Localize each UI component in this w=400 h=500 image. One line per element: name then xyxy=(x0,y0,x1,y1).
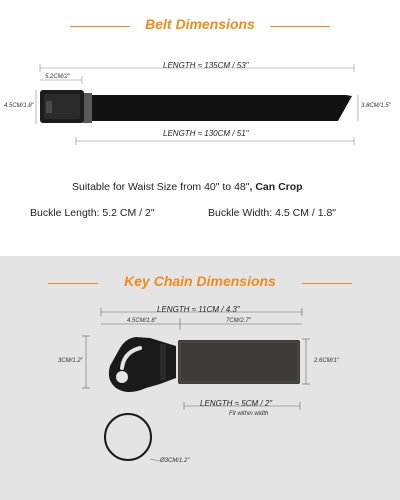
ring-diameter-leader xyxy=(150,459,160,461)
snap-hook-bar xyxy=(160,344,166,380)
keychain-title: Key Chain Dimensions xyxy=(124,273,276,289)
belt-length-strap: LENGTH ≈ 130CM / 51" xyxy=(163,129,249,138)
keychain-height-right: 2.6CM/1" xyxy=(314,358,339,364)
can-crop-text: , Can Crop xyxy=(249,181,303,193)
belt-keeper xyxy=(83,93,92,123)
belt-buckle-width-tag: 4.5CM/1.8" xyxy=(4,103,34,109)
belt-title: Belt Dimensions xyxy=(145,16,255,32)
belt-buckle-length-tag: 5.2CM/2" xyxy=(45,74,70,80)
belt-length-total: LENGTH ≈ 135CM / 53" xyxy=(163,61,249,70)
split-ring xyxy=(105,414,151,460)
buckle-length-text: Buckle Length: 5.2 CM / 2" xyxy=(30,207,155,219)
keychain-fit-note: Fit within width xyxy=(229,411,269,417)
keychain-hook-length: 4.5CM/1.8" xyxy=(127,318,157,324)
snap-hook-opening xyxy=(116,371,128,383)
belt-strap-width-tag: 3.8CM/1.5" xyxy=(361,103,391,109)
ring-diameter: Ø3CM/1.2" xyxy=(160,458,190,464)
belt-buckle-lever xyxy=(46,101,52,113)
belt-strap xyxy=(86,95,352,121)
keychain-webbing-length: LENGTH ≈ 5CM / 2" xyxy=(200,399,273,408)
keychain-strap xyxy=(178,340,300,384)
keychain-length-total: LENGTH ≈ 11CM / 4.3" xyxy=(157,305,240,314)
buckle-width-text: Buckle Width: 4.5 CM / 1.8" xyxy=(208,207,337,219)
waist-size-range: Suitable for Waist Size from 40" to 48" xyxy=(72,181,250,193)
keychain-height-left: 3CM/1.2" xyxy=(58,358,83,364)
keychain-strap-length: 7CM/2.7" xyxy=(226,318,251,324)
